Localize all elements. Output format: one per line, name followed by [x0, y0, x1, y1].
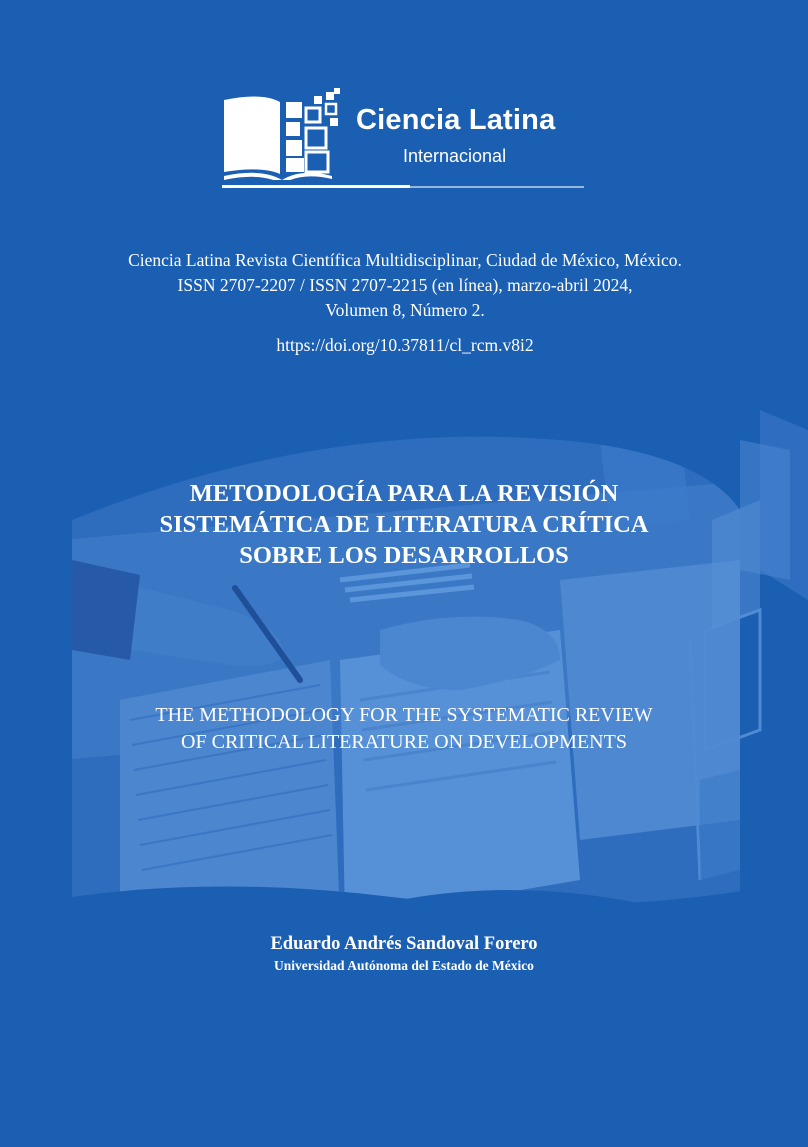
brand-logo: [222, 88, 588, 192]
logo-divider-accent: [222, 185, 410, 188]
title-en-line-2: OF CRITICAL LITERATURE ON DEVELOPMENTS: [181, 731, 627, 753]
title-en-line-1: THE METHODOLOGY FOR THE SYSTEMATIC REVIEW: [155, 704, 653, 726]
title-es-line-1: METODOLOGÍA PARA LA REVISIÓN: [189, 480, 619, 507]
title-es-line-2: SISTEMÁTICA DE LITERATURA CRÍTICA: [159, 511, 649, 538]
title-spanish: [90, 478, 718, 571]
brand-name: Ciencia Latina: [356, 104, 556, 136]
author-name: Eduardo Andrés Sandoval Forero: [270, 934, 538, 954]
journal-line-1: Ciencia Latina Revista Científica Multidisciplinar, Ciudad de México, México.: [128, 250, 682, 270]
open-book-pixel-icon: [222, 88, 356, 180]
journal-line-2: ISSN 2707-2207 / ISSN 2707-2215 (en línea), marzo-abril 2024,: [177, 275, 633, 295]
journal-info: [60, 248, 750, 323]
doi-link[interactable]: https://doi.org/10.37811/cl_rcm.v8i2: [276, 335, 534, 355]
title-es-line-3: SOBRE LOS DESARROLLOS: [239, 542, 569, 569]
journal-line-3: Volumen 8, Número 2.: [325, 300, 485, 320]
title-english: [90, 702, 718, 756]
author-affiliation: Universidad Autónoma del Estado de México: [274, 958, 534, 973]
brand-subtitle: Internacional: [403, 146, 507, 166]
